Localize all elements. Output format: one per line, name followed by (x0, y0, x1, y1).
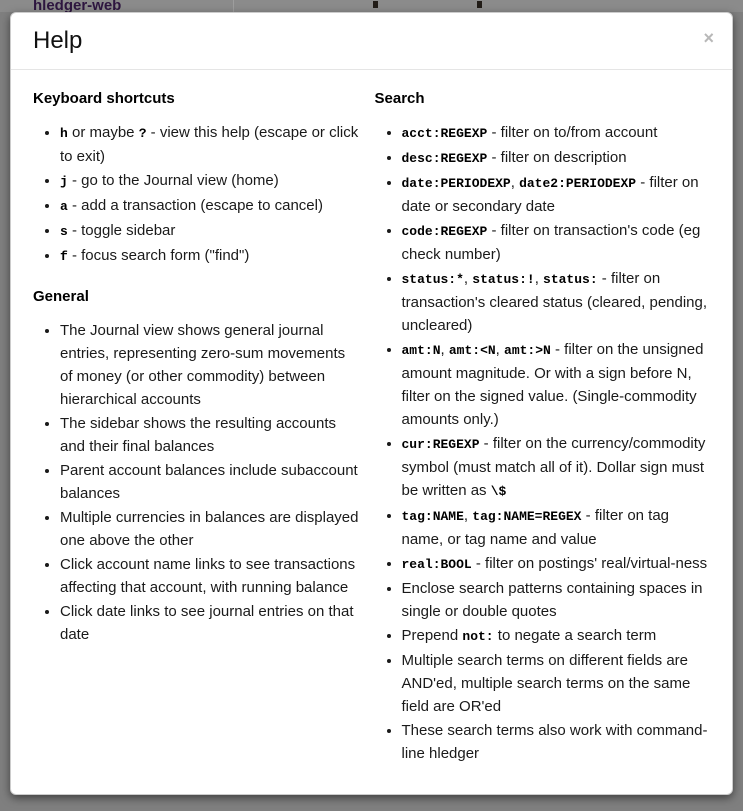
list-item: • The sidebar shows the resulting accounts and their final balances (60, 412, 359, 458)
list-item: • a - add a transaction (escape to cancel) (60, 194, 359, 218)
list-item: • Parent account balances include subaccount balances (60, 459, 359, 505)
code-term: amt:N (401, 343, 441, 358)
right-column (373, 90, 713, 766)
search-heading: Search (374, 90, 425, 107)
shortcuts-list (33, 121, 359, 268)
list-item: • acct:REGEXP - filter on to/from account (402, 121, 713, 145)
code-term: h (60, 126, 68, 141)
code-term: f (60, 249, 68, 264)
site-link-hledger-web: hledger-web (33, 0, 122, 12)
code-term: desc:REGEXP (401, 151, 488, 166)
background-heading-fragment (477, 1, 482, 8)
general-heading: General (33, 288, 89, 305)
list-item: • tag:NAME, tag:NAME=REGEX - filter on tag name, or tag name and value (402, 504, 713, 551)
modal-body (11, 70, 732, 786)
code-term: tag:NAME=REGEX (472, 509, 582, 524)
list-item: • code:REGEXP - filter on transaction's code (eg check number) (402, 219, 713, 266)
list-item: • j - go to the Journal view (home) (60, 169, 359, 193)
close-icon[interactable]: × (703, 28, 714, 48)
modal-title: Help (33, 27, 83, 54)
sidebar-divider (233, 0, 234, 12)
list-item: • The Journal view shows general journal entries, representing zero-sum movements of money (or other commodity) between hierarchical accounts (60, 319, 359, 411)
list-item: • These search terms also work with command-line hledger (402, 719, 713, 765)
keyboard-shortcuts-heading: Keyboard shortcuts (33, 90, 175, 107)
code-term: not: (462, 629, 494, 644)
list-item: • real:BOOL - filter on postings' real/virtual-ness (402, 552, 713, 576)
code-term: code:REGEXP (401, 224, 488, 239)
search-list (375, 121, 713, 765)
code-term: cur:REGEXP (401, 437, 480, 452)
list-item: • date:PERIODEXP, date2:PERIODEXP - filter on date or secondary date (402, 171, 713, 218)
list-item: • s - toggle sidebar (60, 219, 359, 243)
list-item: • Click account name links to see transactions affecting that account, with running balance (60, 553, 359, 599)
code-term: date:PERIODEXP (401, 176, 511, 191)
modal-header (11, 13, 732, 70)
code-term: \$ (490, 484, 507, 499)
code-term: acct:REGEXP (401, 126, 488, 141)
code-term: real:BOOL (401, 557, 472, 572)
code-term: tag:NAME (401, 509, 464, 524)
list-item: • Enclose search patterns containing spaces in single or double quotes (402, 577, 713, 623)
background-heading-fragment (373, 1, 378, 8)
code-term: ? (138, 126, 147, 141)
list-item: • f - focus search form ("find") (60, 244, 359, 268)
list-item: • Click date links to see journal entries on that date (60, 600, 359, 646)
list-item: • Multiple search terms on different fields are AND'ed, multiple search terms on the same field are OR'ed (402, 649, 713, 718)
code-term: j (60, 174, 68, 189)
list-item: • amt:N, amt:<N, amt:>N - filter on the unsigned amount magnitude. Or with a sign before N, filter on the signed value. (Single-commodity amounts only.) (402, 338, 713, 431)
code-term: s (60, 224, 68, 239)
list-item: • Prepend not: to negate a search term (402, 624, 713, 648)
code-term: a (60, 199, 68, 214)
code-term: status: (543, 272, 598, 287)
list-item: • h or maybe ? - view this help (escape or click to exit) (60, 121, 359, 168)
list-item: • Multiple currencies in balances are displayed one above the other (60, 506, 359, 552)
list-item: • cur:REGEXP - filter on the currency/commodity symbol (must match all of it). Dollar sign must be written as \$ (402, 432, 713, 503)
code-term: status:* (401, 272, 464, 287)
list-item: • desc:REGEXP - filter on description (402, 146, 713, 170)
general-list (33, 319, 359, 646)
list-item: • status:*, status:!, status: - filter on transaction's cleared status (cleared, pending, uncleared) (402, 267, 713, 337)
code-term: amt:<N (448, 343, 496, 358)
code-term: status:! (472, 272, 535, 287)
code-term: amt:>N (504, 343, 551, 358)
code-term: date2:PERIODEXP (519, 176, 637, 191)
left-column (33, 90, 373, 766)
background-page[interactable] (0, 0, 743, 12)
help-modal (10, 12, 733, 795)
